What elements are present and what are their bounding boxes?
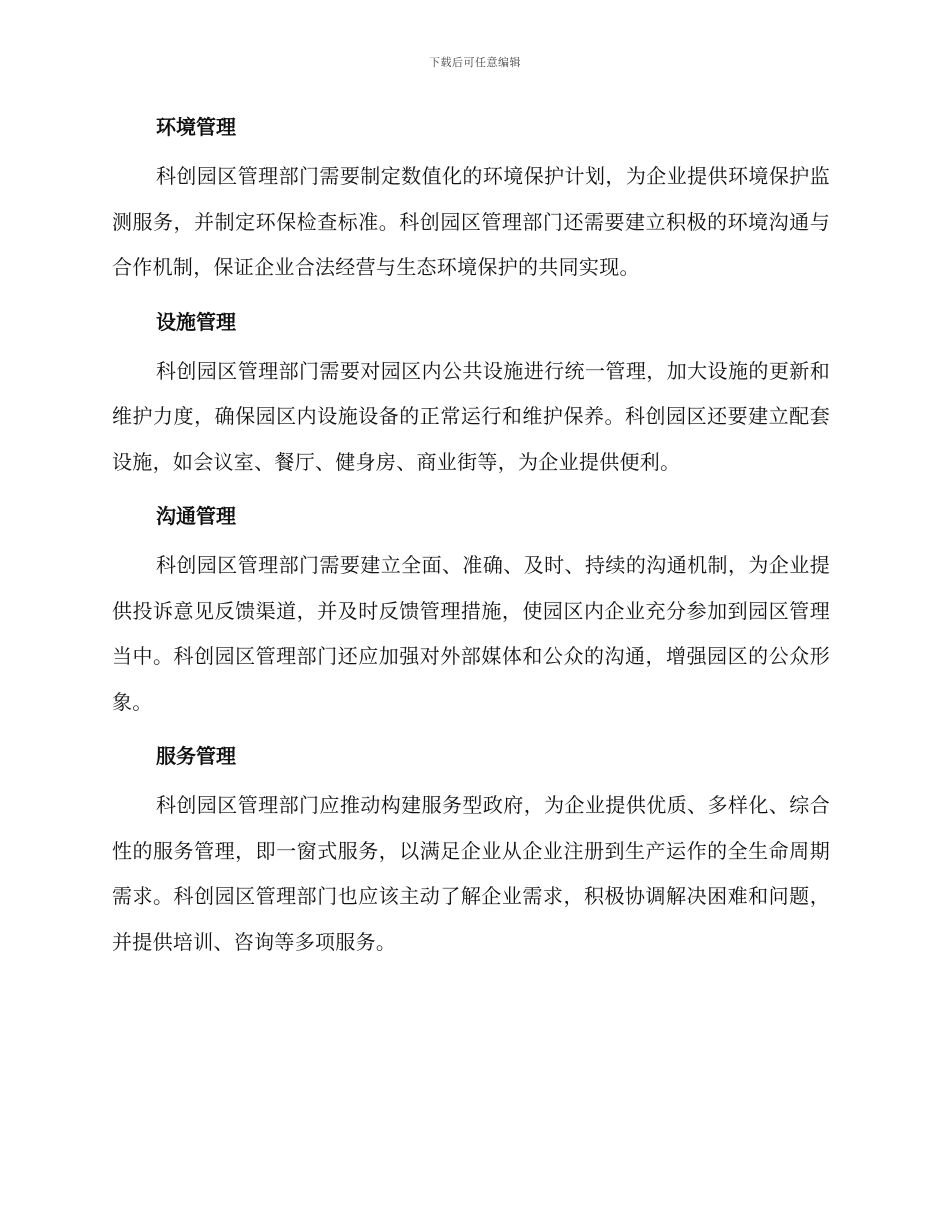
section-paragraph: 科创园区管理部门需要制定数值化的环境保护计划，为企业提供环境保护监测服务，并制定环保检查标准。科创园区管理部门还需要建立积极的环境沟通与合作机制，保证企业合法经营与生态环境保护的共同实现。 [112,164,830,279]
section-heading: 环境管理 [156,115,236,139]
section-paragraph: 科创园区管理部门需要对园区内公共设施进行统一管理，加大设施的更新和维护力度，确保园区内设施设备的正常运行和维护保养。科创园区还要建立配套设施，如会议室、餐厅、健身房、商业街等，为企业提供便利。 [112,358,830,474]
section-service [112,739,830,965]
section-heading: 沟通管理 [156,504,236,528]
section-environment [112,110,830,291]
document-body [112,110,830,979]
section-paragraph: 科创园区管理部门需要建立全面、准确、及时、持续的沟通机制，为企业提供投诉意见反馈渠道，并及时反馈管理措施，使园区内企业充分参加到园区管理当中。科创园区管理部门还应加强对外部媒体和公众的沟通，增强园区的公众形象。 [112,553,830,714]
header-note: 下载后可任意编辑 [429,56,521,69]
section-facilities [112,305,830,486]
section-paragraph: 科创园区管理部门应推动构建服务型政府，为企业提供优质、多样化、综合性的服务管理，即一窗式服务，以满足企业从企业注册到生产运作的全生命周期需求。科创园区管理部门也应该主动了解企业需求，积极协调解决困难和问题，并提供培训、咨询等多项服务。 [112,793,830,954]
section-communication [112,499,830,725]
section-heading: 服务管理 [156,744,236,768]
section-heading: 设施管理 [156,309,236,334]
